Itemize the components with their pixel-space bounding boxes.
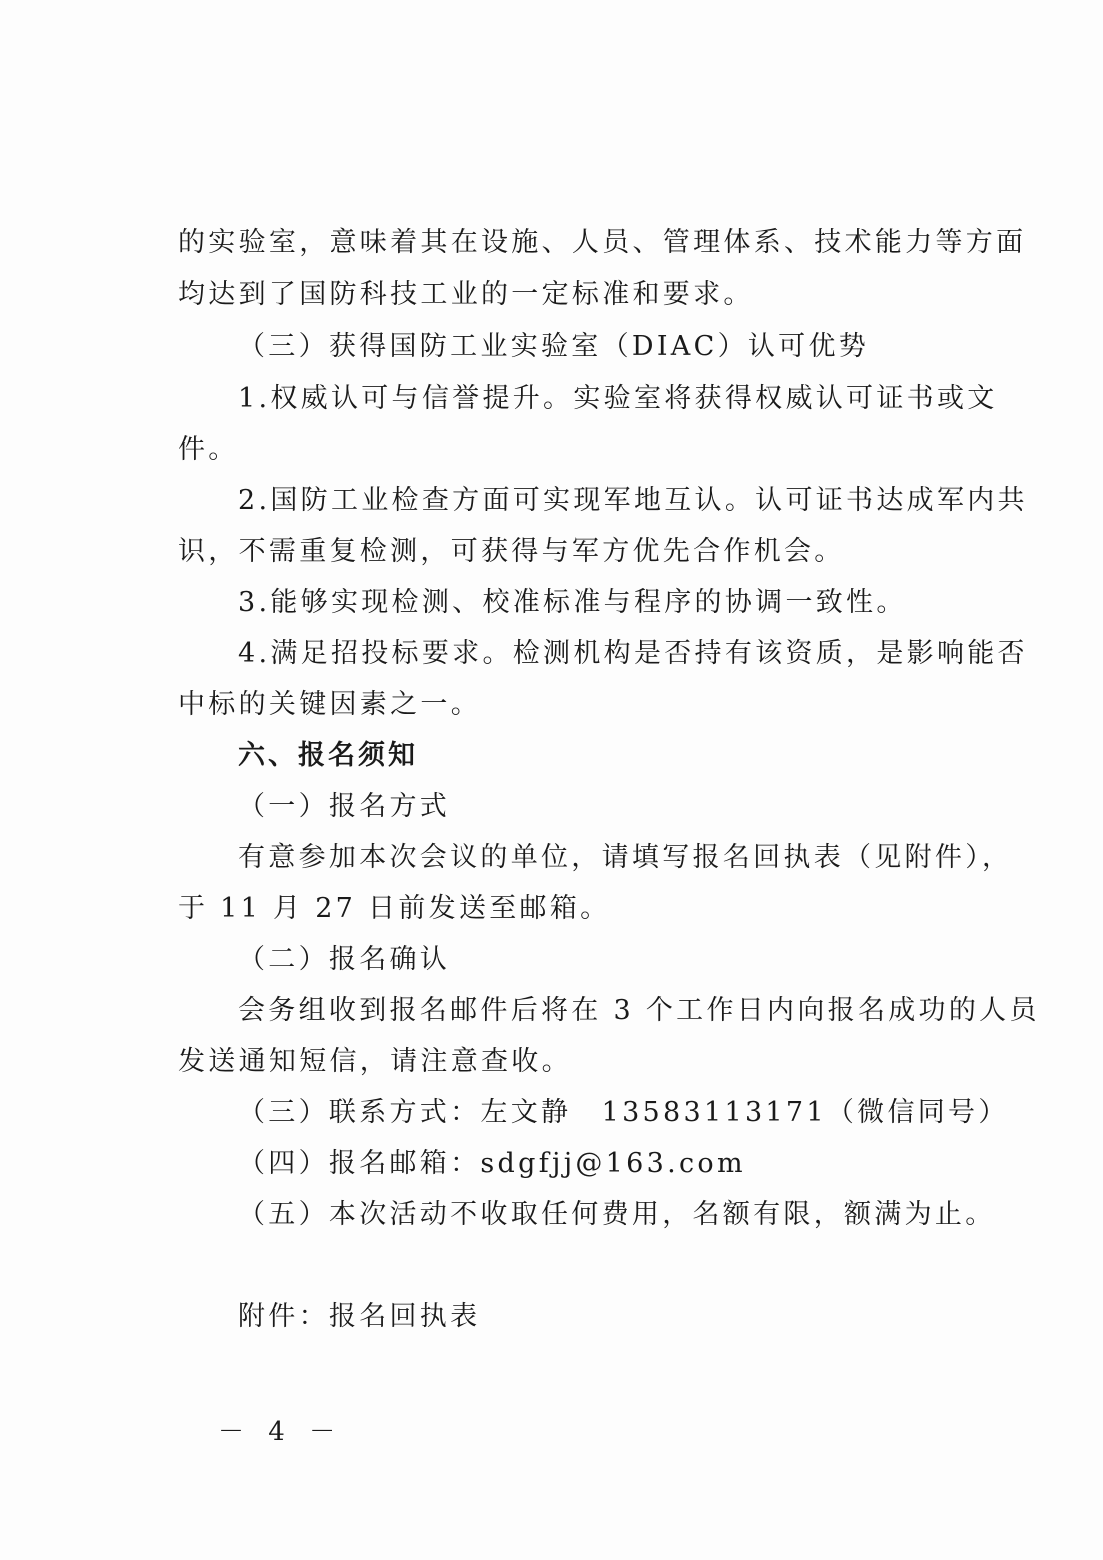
list-item-1-line-2: 件。: [178, 434, 239, 465]
fee-notice: （五）本次活动不收取任何费用，名额有限，额满为止。: [238, 1199, 996, 1230]
subsection-heading-3: （三）获得国防工业实验室（DIAC）认可优势: [238, 331, 870, 362]
body-text-line-1: 的实验室，意味着其在设施、人员、管理体系、技术能力等方面: [178, 227, 1027, 258]
registration-method-line-2: 于 11 月 27 日前发送至邮箱。: [178, 893, 611, 924]
registration-email: （四）报名邮箱：sdgfjj@163.com: [238, 1148, 746, 1179]
subsection-heading-registration-method: （一）报名方式: [238, 791, 451, 822]
registration-confirm-line-1: 会务组收到报名邮件后将在 3 个工作日内向报名成功的人员: [238, 995, 1040, 1026]
list-item-1-line-1: 1.权威认可与信誉提升。实验室将获得权威认可证书或文: [238, 383, 998, 414]
attachment-note: 附件：报名回执表: [238, 1301, 481, 1332]
subsection-heading-registration-confirm: （二）报名确认: [238, 944, 451, 975]
registration-confirm-line-2: 发送通知短信，请注意查收。: [178, 1046, 572, 1077]
list-item-2-line-2: 识，不需重复检测，可获得与军方优先合作机会。: [178, 536, 845, 567]
page-number: － 4 －: [218, 1417, 344, 1447]
contact-info: （三）联系方式：左文静 13583113171（微信同号）: [238, 1097, 1009, 1128]
list-item-2-line-1: 2.国防工业检查方面可实现军地互认。认可证书达成军内共: [238, 485, 1028, 516]
registration-method-line-1: 有意参加本次会议的单位，请填写报名回执表（见附件），: [238, 842, 1013, 873]
list-item-4-line-2: 中标的关键因素之一。: [178, 689, 481, 720]
body-text-line-2: 均达到了国防科技工业的一定标准和要求。: [178, 279, 754, 310]
section-heading-6: 六、报名须知: [238, 740, 418, 771]
list-item-4-line-1: 4.满足招投标要求。检测机构是否持有该资质，是影响能否: [238, 638, 1028, 669]
list-item-3: 3.能够实现检测、校准标准与程序的协调一致性。: [238, 587, 907, 618]
